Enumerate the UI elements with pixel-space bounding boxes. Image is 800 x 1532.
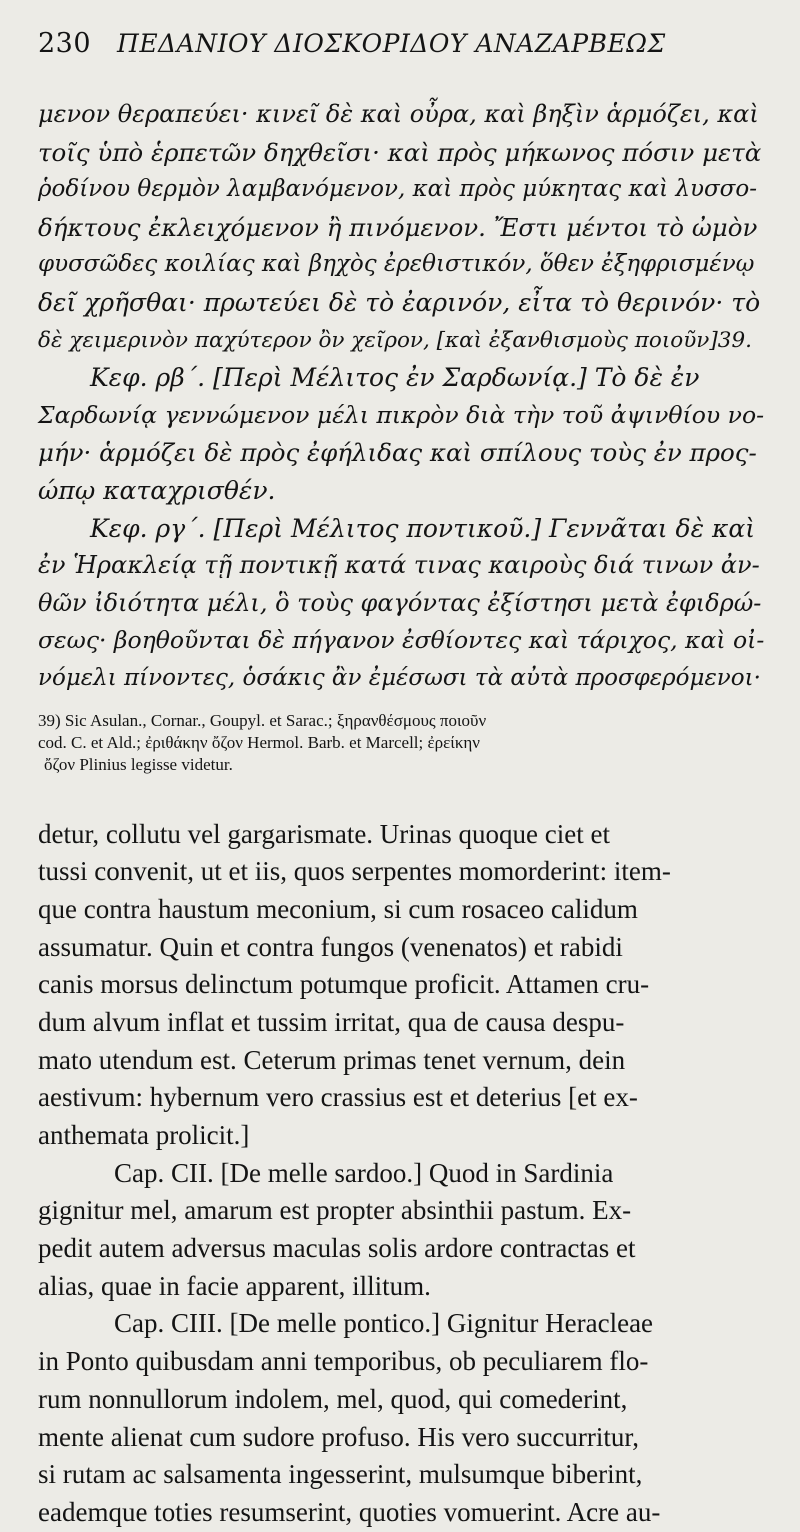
greek-line: δὲ χειμερινὸν παχύτερον ὂν χεῖρον, [καὶ ἐξανθισμοὺς ποιοῦν]39. xyxy=(38,327,752,353)
greek-line: μήν· ἁρμόζει δὲ πρὸς ἐφήλιδας καὶ σπίλους τοὺς ἐν προς- xyxy=(38,438,757,468)
latin-line: canis morsus delinctum potumque proficit. Attamen cru- xyxy=(38,969,650,1000)
latin-line: assumatur. Quin et contra fungos (venenatos) et rabidi xyxy=(38,931,623,962)
greek-chapter-heading: Κεφ. ρβ΄. [Περὶ Μέλιτος ἐν Σαρδωνίᾳ.] Τὸ δὲ ἐν xyxy=(90,363,700,393)
greek-chapter-heading: Κεφ. ργ΄. [Περὶ Μέλιτος ποντικοῦ.] Γεννᾶται δὲ καὶ xyxy=(90,513,756,543)
page-number: 230 xyxy=(38,28,92,59)
greek-line: νόμελι πίνοντες, ὁσάκις ἂν ἐμέσωσι τὰ αὐτὰ προσφερόμενοι· xyxy=(38,664,761,691)
latin-chapter-heading: Cap. CIII. [De melle pontico.] Gignitur Heracleae xyxy=(114,1308,654,1339)
latin-chapter-heading: Cap. CII. [De melle sardoo.] Quod in Sardinia xyxy=(114,1157,614,1188)
running-head xyxy=(38,28,764,84)
latin-line: que contra haustum meconium, si cum rosaceo calidum xyxy=(38,893,638,924)
latin-line: mato utendum est. Ceterum primas tenet vernum, dein xyxy=(38,1044,626,1075)
greek-line: ἐν Ἡρακλείᾳ τῇ ποντικῇ κατά τινας καιροὺς διά τινων ἀν- xyxy=(38,551,760,580)
latin-line: gignitur mel, amarum est propter absinthii pastum. Ex- xyxy=(38,1195,632,1226)
latin-line: in Ponto quibusdam anni temporibus, ob peculiarem flo- xyxy=(38,1346,649,1377)
latin-line: aestivum: hybernum vero crassius est et deterius [et ex- xyxy=(38,1082,638,1113)
latin-line: alias, quae in facie apparent, illitum. xyxy=(38,1270,431,1301)
greek-line: Σαρδωνίᾳ γεννώμενον μέλι πικρὸν διὰ τὴν τοῦ ἀψινθίου νο- xyxy=(38,400,765,429)
latin-line: dum alvum inflat et tussim irritat, qua de causa despu- xyxy=(38,1006,625,1037)
latin-line: tussi convenit, ut et iis, quos serpentes momorderint: item- xyxy=(38,856,671,887)
footnote-line: ὄζον Plinius legisse videtur. xyxy=(44,754,233,774)
latin-line: pedit autem adversus maculas solis ardore contractas et xyxy=(38,1233,636,1264)
latin-line: anthemata prolicit.] xyxy=(38,1120,250,1150)
greek-line: θῶν ἰδιότητα μέλι, ὃ τοὺς φαγόντας ἐξίστησι μετὰ ἐφιδρώ- xyxy=(38,588,762,617)
latin-text xyxy=(38,816,764,1532)
running-title: ΠΕΔΑΝΙΟΥ ΔΙΟΣΚΟΡΙΔΟΥ ΑΝΑΖΑΡΒΕΩΣ xyxy=(117,29,666,58)
greek-line: τοῖς ὑπὸ ἑρπετῶν δηχθεῖσι· καὶ πρὸς μήκωνος πόσιν μετὰ xyxy=(38,137,762,167)
greek-line: φυσσῶδες κοιλίας καὶ βηχὸς ἐρεθιστικόν, ὅθεν ἐξηφρισμένῳ xyxy=(38,251,755,278)
greek-line: δήκτους ἐκλειχόμενον ἢ πινόμενον. Ἔστι μέντοι τὸ ὠμὸν xyxy=(38,212,758,242)
greek-line: μενον θεραπεύει· κινεῖ δὲ καὶ οὖρα, καὶ βηξὶν ἁρμόζει, καὶ xyxy=(38,100,759,128)
footnote-line: cod. C. et Ald.; ἐριθάκην ὄζον Hermol. Barb. et Marcell; ἐρείκην xyxy=(38,732,480,752)
greek-line: σεως· βοηθοῦνται δὲ πήγανον ἐσθίοντες καὶ τάριχος, καὶ οἰ- xyxy=(38,626,765,655)
latin-line: si rutam ac salsamenta ingesserint, mulsumque biberint, xyxy=(38,1459,643,1490)
greek-line: ώπῳ καταχρισθέν. xyxy=(38,475,276,505)
greek-line: ῥοδίνου θερμὸν λαμβανόμενον, καὶ πρὸς μύκητας καὶ λυσσο- xyxy=(38,176,757,203)
latin-line: eademque toties resumserint, quoties vomuerint. Acre au- xyxy=(38,1496,661,1527)
latin-line: mente alienat cum sudore profuso. His vero succurritur, xyxy=(38,1421,639,1452)
footnote-line: 39) Sic Asulan., Cornar., Goupyl. et Sarac.; ξηρανθέσμους ποιοῦν xyxy=(38,710,487,730)
greek-line: δεῖ χρῆσθαι· πρωτεύει δὲ τὸ ἐαρινόν, εἶτα τὸ θερινόν· τὸ xyxy=(38,287,761,317)
latin-line: detur, collutu vel gargarismate. Urinas quoque ciet et xyxy=(38,818,610,849)
greek-text xyxy=(38,96,764,698)
footnotes xyxy=(38,710,764,776)
latin-line: rum nonnullorum indolem, mel, quod, qui comederint, xyxy=(38,1383,628,1414)
